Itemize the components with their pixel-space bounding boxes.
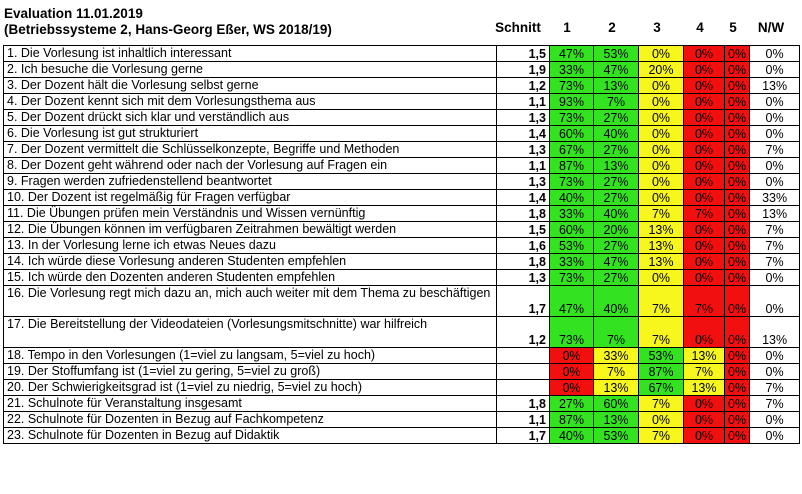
question-text: 8. Der Dozent geht während oder nach der Vorlesung auf Fragen ein [4, 158, 497, 174]
percent-cell-2: 13% [594, 380, 639, 396]
percent-cell-2: 27% [594, 238, 639, 254]
percent-cell-4: 7% [684, 286, 725, 317]
percent-cell-3: 20% [639, 62, 684, 78]
percent-cell-4: 13% [684, 348, 725, 364]
percent-cell-3: 7% [639, 396, 684, 412]
nw-value: 7% [750, 396, 800, 412]
average-value: 1,9 [497, 62, 550, 78]
percent-cell-5: 0% [725, 142, 750, 158]
nw-value: 0% [750, 126, 800, 142]
average-value: 1,8 [497, 396, 550, 412]
percent-cell-1: 73% [550, 110, 594, 126]
nw-value: 7% [750, 222, 800, 238]
percent-cell-4: 0% [684, 78, 725, 94]
table-row [4, 222, 800, 238]
percent-cell-4: 0% [684, 158, 725, 174]
percent-cell-3: 7% [639, 206, 684, 222]
percent-cell-5: 0% [725, 190, 750, 206]
table-row [4, 94, 800, 110]
table-row [4, 190, 800, 206]
percent-cell-5: 0% [725, 78, 750, 94]
percent-cell-2: 60% [594, 396, 639, 412]
percent-cell-4: 0% [684, 190, 725, 206]
average-value [497, 364, 550, 380]
question-text: 9. Fragen werden zufriedenstellend beantwortet [4, 174, 497, 190]
percent-cell-1: 53% [550, 238, 594, 254]
percent-cell-2: 7% [594, 317, 639, 348]
header-col-2: 2 [608, 20, 616, 35]
percent-cell-2: 27% [594, 174, 639, 190]
nw-value: 0% [750, 364, 800, 380]
nw-value: 0% [750, 428, 800, 444]
percent-cell-5: 0% [725, 396, 750, 412]
nw-value: 7% [750, 254, 800, 270]
percent-cell-1: 0% [550, 380, 594, 396]
percent-cell-3: 13% [639, 222, 684, 238]
average-value: 1,5 [497, 46, 550, 62]
average-value: 1,7 [497, 286, 550, 317]
percent-cell-2: 53% [594, 428, 639, 444]
percent-cell-4: 7% [684, 206, 725, 222]
nw-value: 0% [750, 286, 800, 317]
percent-cell-4: 0% [684, 46, 725, 62]
average-value: 1,1 [497, 158, 550, 174]
average-value: 1,3 [497, 174, 550, 190]
percent-cell-1: 87% [550, 412, 594, 428]
percent-cell-1: 0% [550, 348, 594, 364]
percent-cell-3: 67% [639, 380, 684, 396]
percent-cell-5: 0% [725, 428, 750, 444]
table-row [4, 174, 800, 190]
percent-cell-3: 7% [639, 317, 684, 348]
percent-cell-2: 27% [594, 270, 639, 286]
percent-cell-4: 0% [684, 238, 725, 254]
percent-cell-2: 33% [594, 348, 639, 364]
percent-cell-1: 60% [550, 222, 594, 238]
average-value: 1,5 [497, 222, 550, 238]
question-text: 17. Die Bereitstellung der Videodateien (Vorlesungsmitschnitte) war hilfreich [4, 317, 497, 348]
header-nw: N/W [757, 20, 785, 35]
evaluation-rows [4, 46, 800, 444]
nw-value: 7% [750, 380, 800, 396]
nw-value: 0% [750, 348, 800, 364]
question-text: 16. Die Vorlesung regt mich dazu an, mich auch weiter mit dem Thema zu beschäftigen [4, 286, 497, 317]
title-line-1: Evaluation 11.01.2019 [4, 6, 143, 21]
evaluation-table [3, 45, 800, 444]
percent-cell-4: 0% [684, 174, 725, 190]
nw-value: 13% [750, 78, 800, 94]
nw-value: 0% [750, 412, 800, 428]
percent-cell-5: 0% [725, 412, 750, 428]
percent-cell-2: 13% [594, 412, 639, 428]
table-row [4, 286, 800, 317]
title-line-2: (Betriebssysteme 2, Hans-Georg Eßer, WS 2018/19) [4, 22, 332, 37]
nw-value: 0% [750, 62, 800, 78]
nw-value: 7% [750, 238, 800, 254]
percent-cell-1: 0% [550, 364, 594, 380]
percent-cell-5: 0% [725, 126, 750, 142]
percent-cell-3: 13% [639, 254, 684, 270]
header-col-5: 5 [729, 20, 737, 35]
nw-value: 13% [750, 206, 800, 222]
table-row [4, 78, 800, 94]
table-row [4, 380, 800, 396]
percent-cell-5: 0% [725, 46, 750, 62]
nw-value: 0% [750, 46, 800, 62]
percent-cell-4: 7% [684, 364, 725, 380]
question-text: 12. Die Übungen können im verfügbaren Zeitrahmen bewältigt werden [4, 222, 497, 238]
percent-cell-4: 0% [684, 254, 725, 270]
percent-cell-5: 0% [725, 286, 750, 317]
percent-cell-2: 47% [594, 62, 639, 78]
percent-cell-5: 0% [725, 348, 750, 364]
percent-cell-2: 7% [594, 364, 639, 380]
table-row [4, 206, 800, 222]
average-value: 1,8 [497, 206, 550, 222]
table-row [4, 270, 800, 286]
percent-cell-5: 0% [725, 110, 750, 126]
percent-cell-3: 0% [639, 94, 684, 110]
percent-cell-1: 27% [550, 396, 594, 412]
percent-cell-3: 0% [639, 110, 684, 126]
percent-cell-2: 40% [594, 126, 639, 142]
average-value: 1,7 [497, 428, 550, 444]
average-value: 1,3 [497, 142, 550, 158]
percent-cell-1: 33% [550, 254, 594, 270]
percent-cell-1: 73% [550, 174, 594, 190]
nw-value: 0% [750, 158, 800, 174]
percent-cell-1: 93% [550, 94, 594, 110]
percent-cell-3: 53% [639, 348, 684, 364]
percent-cell-5: 0% [725, 206, 750, 222]
percent-cell-5: 0% [725, 238, 750, 254]
percent-cell-5: 0% [725, 62, 750, 78]
question-text: 18. Tempo in den Vorlesungen (1=viel zu langsam, 5=viel zu hoch) [4, 348, 497, 364]
percent-cell-3: 7% [639, 286, 684, 317]
percent-cell-3: 0% [639, 158, 684, 174]
percent-cell-3: 7% [639, 428, 684, 444]
percent-cell-2: 13% [594, 78, 639, 94]
average-value: 1,4 [497, 190, 550, 206]
question-text: 14. Ich würde diese Vorlesung anderen Studenten empfehlen [4, 254, 497, 270]
percent-cell-3: 0% [639, 46, 684, 62]
percent-cell-5: 0% [725, 364, 750, 380]
percent-cell-3: 0% [639, 270, 684, 286]
percent-cell-3: 13% [639, 238, 684, 254]
nw-value: 33% [750, 190, 800, 206]
percent-cell-1: 33% [550, 206, 594, 222]
percent-cell-1: 47% [550, 46, 594, 62]
question-text: 1. Die Vorlesung ist inhaltlich interessant [4, 46, 497, 62]
percent-cell-4: 0% [684, 317, 725, 348]
table-row [4, 158, 800, 174]
table-row [4, 110, 800, 126]
percent-cell-2: 13% [594, 158, 639, 174]
percent-cell-4: 0% [684, 396, 725, 412]
question-text: 23. Schulnote für Dozenten in Bezug auf Didaktik [4, 428, 497, 444]
question-text: 4. Der Dozent kennt sich mit dem Vorlesungsthema aus [4, 94, 497, 110]
nw-value: 0% [750, 174, 800, 190]
question-text: 6. Die Vorlesung ist gut strukturiert [4, 126, 497, 142]
percent-cell-3: 0% [639, 190, 684, 206]
table-row [4, 254, 800, 270]
question-text: 19. Der Stoffumfang ist (1=viel zu gering, 5=viel zu groß) [4, 364, 497, 380]
table-row [4, 46, 800, 62]
percent-cell-2: 27% [594, 110, 639, 126]
percent-cell-2: 47% [594, 254, 639, 270]
question-text: 2. Ich besuche die Vorlesung gerne [4, 62, 497, 78]
average-value [497, 380, 550, 396]
average-value: 1,2 [497, 78, 550, 94]
header-col-1: 1 [563, 20, 571, 35]
percent-cell-1: 73% [550, 270, 594, 286]
percent-cell-4: 0% [684, 142, 725, 158]
percent-cell-5: 0% [725, 270, 750, 286]
percent-cell-5: 0% [725, 158, 750, 174]
average-value: 1,6 [497, 238, 550, 254]
percent-cell-2: 53% [594, 46, 639, 62]
percent-cell-4: 13% [684, 380, 725, 396]
table-row [4, 238, 800, 254]
percent-cell-2: 40% [594, 206, 639, 222]
percent-cell-3: 0% [639, 78, 684, 94]
average-value: 1,1 [497, 94, 550, 110]
question-text: 20. Der Schwierigkeitsgrad ist (1=viel zu niedrig, 5=viel zu hoch) [4, 380, 497, 396]
table-row [4, 364, 800, 380]
table-row [4, 412, 800, 428]
table-row [4, 62, 800, 78]
percent-cell-4: 0% [684, 94, 725, 110]
percent-cell-1: 33% [550, 62, 594, 78]
nw-value: 0% [750, 110, 800, 126]
percent-cell-2: 27% [594, 190, 639, 206]
table-row [4, 317, 800, 348]
percent-cell-5: 0% [725, 317, 750, 348]
nw-value: 0% [750, 270, 800, 286]
percent-cell-2: 27% [594, 142, 639, 158]
percent-cell-4: 0% [684, 428, 725, 444]
average-value [497, 348, 550, 364]
table-row [4, 348, 800, 364]
percent-cell-2: 20% [594, 222, 639, 238]
question-text: 5. Der Dozent drückt sich klar und verständlich aus [4, 110, 497, 126]
header-col-3: 3 [653, 20, 661, 35]
header-col-4: 4 [696, 20, 704, 35]
percent-cell-4: 0% [684, 270, 725, 286]
percent-cell-5: 0% [725, 174, 750, 190]
question-text: 22. Schulnote für Dozenten in Bezug auf Fachkompetenz [4, 412, 497, 428]
percent-cell-3: 87% [639, 364, 684, 380]
percent-cell-3: 0% [639, 126, 684, 142]
percent-cell-2: 40% [594, 286, 639, 317]
percent-cell-3: 0% [639, 174, 684, 190]
question-text: 11. Die Übungen prüfen mein Verständnis und Wissen vernünftig [4, 206, 497, 222]
table-row [4, 428, 800, 444]
nw-value: 13% [750, 317, 800, 348]
question-text: 10. Der Dozent ist regelmäßig für Fragen verfügbar [4, 190, 497, 206]
document-title [4, 6, 332, 38]
percent-cell-3: 0% [639, 142, 684, 158]
average-value: 1,3 [497, 270, 550, 286]
nw-value: 7% [750, 142, 800, 158]
percent-cell-3: 0% [639, 412, 684, 428]
average-value: 1,3 [497, 110, 550, 126]
percent-cell-1: 73% [550, 78, 594, 94]
percent-cell-1: 40% [550, 190, 594, 206]
percent-cell-5: 0% [725, 94, 750, 110]
percent-cell-5: 0% [725, 254, 750, 270]
percent-cell-5: 0% [725, 380, 750, 396]
average-value: 1,4 [497, 126, 550, 142]
percent-cell-1: 40% [550, 428, 594, 444]
percent-cell-4: 0% [684, 126, 725, 142]
percent-cell-5: 0% [725, 222, 750, 238]
percent-cell-1: 60% [550, 126, 594, 142]
nw-value: 0% [750, 94, 800, 110]
question-text: 21. Schulnote für Veranstaltung insgesamt [4, 396, 497, 412]
percent-cell-2: 7% [594, 94, 639, 110]
table-row [4, 396, 800, 412]
percent-cell-1: 73% [550, 317, 594, 348]
percent-cell-4: 0% [684, 222, 725, 238]
question-text: 3. Der Dozent hält die Vorlesung selbst gerne [4, 78, 497, 94]
average-value: 1,1 [497, 412, 550, 428]
percent-cell-4: 0% [684, 110, 725, 126]
table-row [4, 126, 800, 142]
percent-cell-1: 47% [550, 286, 594, 317]
question-text: 13. In der Vorlesung lerne ich etwas Neues dazu [4, 238, 497, 254]
percent-cell-1: 67% [550, 142, 594, 158]
average-value: 1,2 [497, 317, 550, 348]
question-text: 7. Der Dozent vermittelt die Schlüsselkonzepte, Begriffe und Methoden [4, 142, 497, 158]
percent-cell-1: 87% [550, 158, 594, 174]
table-row [4, 142, 800, 158]
percent-cell-4: 0% [684, 62, 725, 78]
average-value: 1,8 [497, 254, 550, 270]
header-schnitt: Schnitt [495, 20, 541, 35]
percent-cell-4: 0% [684, 412, 725, 428]
question-text: 15. Ich würde den Dozenten anderen Studenten empfehlen [4, 270, 497, 286]
